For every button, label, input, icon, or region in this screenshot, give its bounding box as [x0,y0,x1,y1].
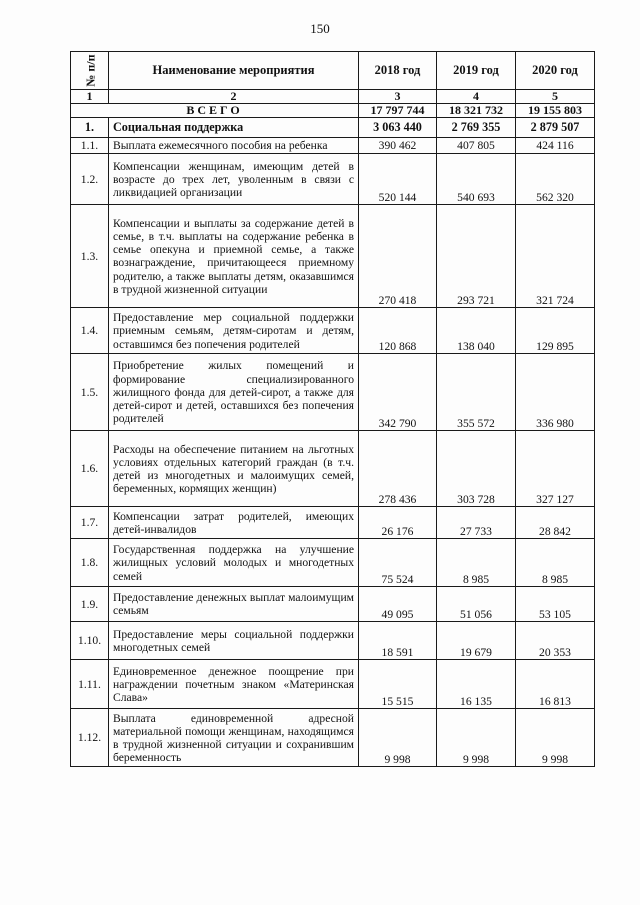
row-name: Единовременное денежное поощрение при награждении почетным знаком «Материнская Слава» [109,660,359,709]
row-2020: 28 842 [516,507,595,539]
row-name: Компенсации и выплаты за содержание детей в семье, в т.ч. выплаты на содержание ребенка в семье опекуна и приемной семье, а также вознаграждение, причитающееся приемному родителю, а также выплаты детям, оказавшимся в трудной жизненной ситуации [109,205,359,308]
row-name: Государственная поддержка на улучшение жилищных условий молодых и многодетных семей [109,539,359,587]
row-2019: 9 998 [437,709,516,767]
column-number: 2 [109,90,359,104]
row-2018: 15 515 [359,660,437,709]
row-2020: 129 895 [516,308,595,354]
row-name: Приобретение жилых помещений и формирование специализированного жилищного фонда для детей-сирот, а также для детей-сирот и детей, оставшихся без попечения родителей [109,354,359,431]
section-name: Социальная поддержка [109,118,359,138]
row-num: 1.10. [71,622,109,660]
row-2019: 293 721 [437,205,516,308]
table-row [71,138,595,154]
row-2018: 26 176 [359,507,437,539]
total-label: ВСЕГО [71,104,359,118]
row-name: Предоставление мер социальной поддержки приемным семьям, детям-сиротам и детям, оставшимся без попечения родителей [109,308,359,354]
row-num: 1.8. [71,539,109,587]
row-2019: 51 056 [437,587,516,622]
row-2019: 407 805 [437,138,516,154]
total-2019: 18 321 732 [437,104,516,118]
row-2020: 53 105 [516,587,595,622]
row-2018: 49 095 [359,587,437,622]
column-number: 4 [437,90,516,104]
row-2018: 342 790 [359,354,437,431]
row-2019: 27 733 [437,507,516,539]
row-2018: 270 418 [359,205,437,308]
header-num: № п/п [71,52,109,90]
row-name: Выплата ежемесячного пособия на ребенка [109,138,359,154]
row-2019: 540 693 [437,154,516,205]
row-2018: 9 998 [359,709,437,767]
row-num: 1.9. [71,587,109,622]
table-row [71,709,595,767]
table-row [71,308,595,354]
row-num: 1.11. [71,660,109,709]
column-number: 5 [516,90,595,104]
column-number: 1 [71,90,109,104]
section-2019: 2 769 355 [437,118,516,138]
row-num: 1.6. [71,431,109,507]
row-2018: 120 868 [359,308,437,354]
row-2020: 20 353 [516,622,595,660]
row-2019: 303 728 [437,431,516,507]
row-2020: 8 985 [516,539,595,587]
row-2019: 8 985 [437,539,516,587]
row-2019: 355 572 [437,354,516,431]
row-2019: 138 040 [437,308,516,354]
table-row [71,354,595,431]
row-2020: 327 127 [516,431,595,507]
row-name: Предоставление денежных выплат малоимущим семьям [109,587,359,622]
row-num: 1.5. [71,354,109,431]
row-num: 1.7. [71,507,109,539]
table-row [71,154,595,205]
row-2018: 390 462 [359,138,437,154]
row-2020: 562 320 [516,154,595,205]
row-num: 1.1. [71,138,109,154]
section-2018: 3 063 440 [359,118,437,138]
header-name: Наименование мероприятия [109,52,359,90]
row-2018: 75 524 [359,539,437,587]
total-2020: 19 155 803 [516,104,595,118]
table-row [71,587,595,622]
section-num: 1. [71,118,109,138]
table-row [71,205,595,308]
table-row [71,539,595,587]
row-2020: 9 998 [516,709,595,767]
table-row [71,660,595,709]
table-row [71,622,595,660]
row-num: 1.3. [71,205,109,308]
column-numbers-row [71,90,595,104]
row-2018: 278 436 [359,431,437,507]
total-2018: 17 797 744 [359,104,437,118]
row-2020: 424 116 [516,138,595,154]
row-2020: 16 813 [516,660,595,709]
budget-table [70,51,595,767]
row-2019: 19 679 [437,622,516,660]
page-number: 150 [310,21,330,36]
section-row [71,118,595,138]
row-num: 1.2. [71,154,109,205]
header-2018: 2018 год [359,52,437,90]
row-2019: 16 135 [437,660,516,709]
row-num: 1.12. [71,709,109,767]
row-2018: 18 591 [359,622,437,660]
row-num: 1.4. [71,308,109,354]
header-2020: 2020 год [516,52,595,90]
section-2020: 2 879 507 [516,118,595,138]
row-name: Расходы на обеспечение питанием на льготных условиях отдельных категорий граждан (в т.ч. детей из многодетных и малоимущих семей, беременных, кормящих женщин) [109,431,359,507]
row-2020: 336 980 [516,354,595,431]
row-name: Компенсации затрат родителей, имеющих детей-инвалидов [109,507,359,539]
row-name: Выплата единовременной адресной материальной помощи женщинам, находящимся в трудной жизненной ситуации и сохранившим беременность [109,709,359,767]
row-name: Компенсации женщинам, имеющим детей в возрасте до трех лет, уволенным в связи с ликвидацией организации [109,154,359,205]
row-2018: 520 144 [359,154,437,205]
table-row [71,431,595,507]
header-2019: 2019 год [437,52,516,90]
row-name: Предоставление меры социальной поддержки многодетных семей [109,622,359,660]
column-number: 3 [359,90,437,104]
row-2020: 321 724 [516,205,595,308]
total-row [71,104,595,118]
table-header-row [71,52,595,90]
table-row [71,507,595,539]
